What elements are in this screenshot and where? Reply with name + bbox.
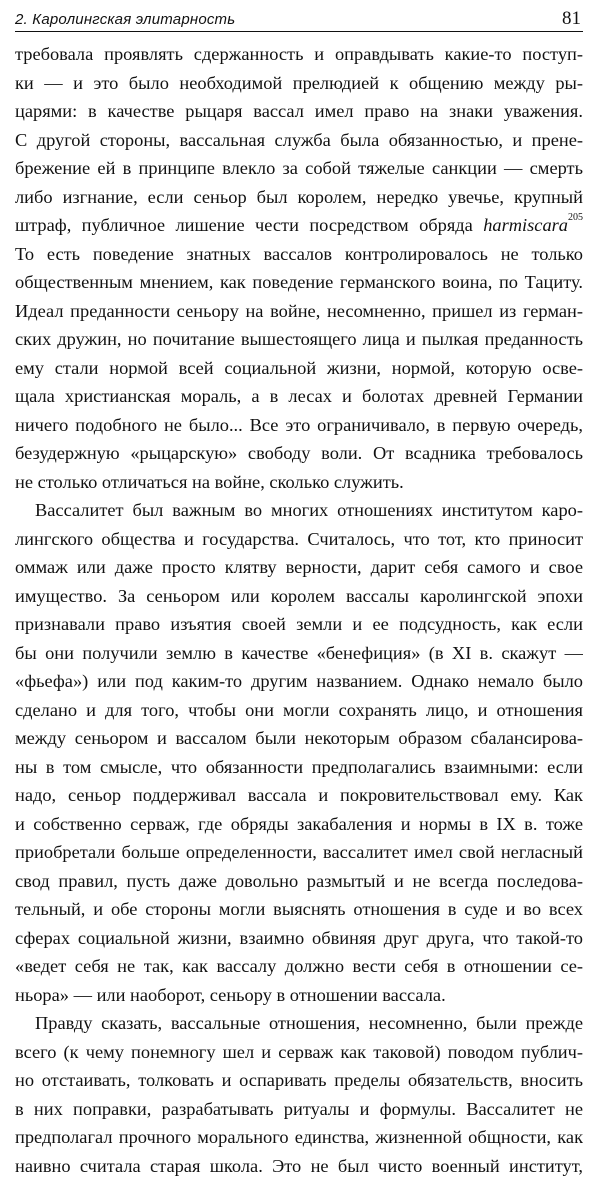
page-number: 81: [562, 8, 581, 30]
footnote-reference[interactable]: 205: [568, 212, 583, 223]
text-line: ему стали нормой всей социальной жизни, нормой, которую осве-: [15, 354, 583, 383]
italic-term: harmiscara: [483, 215, 568, 235]
page-body: [15, 40, 583, 1180]
text-line: в них поправки, разрабатывать ритуалы и формулы. Вассалитет не: [15, 1095, 583, 1124]
text-line: признавали право изъятия своей земли и ее подсудность, как если: [15, 610, 583, 639]
text-line: С другой стороны, вассальная служба была обязанностью, и прене-: [15, 126, 583, 155]
text-line: имущество. За сеньором или королем вассалы каролингской эпохи: [15, 582, 583, 611]
text-line: безудержную «рыцарскую» свободу воли. От всадника требовалось: [15, 439, 583, 468]
text-line: наивно считала старая школа. Это не был чисто военный институт,: [15, 1152, 583, 1180]
text-line: сферах социальной жизни, взаимно обвиняя друг друга, что такой-то: [15, 924, 583, 953]
text-line: царями: в качестве рыцаря вассал имел право на знаки уважения.: [15, 97, 583, 126]
text-line: но отстаивать, толковать и оспаривать пределы обязательств, вносить: [15, 1066, 583, 1095]
running-header: [15, 8, 583, 32]
text-line: бы они получили землю в качестве «бенефиция» (в XI в. скажут —: [15, 639, 583, 668]
text-line: требовала проявлять сдержанность и оправдывать какие-то поступ-: [15, 40, 583, 69]
text-line: брежение ей в принципе влекло за собой тяжелые санкции — смерть: [15, 154, 583, 183]
text-line: предполагал прочного морального единства, жизненной общности, как: [15, 1123, 583, 1152]
text-line: ничего подобного не было... Все это ограничивало, в первую очередь,: [15, 411, 583, 440]
text-line: тельный, и обе стороны могли выяснять отношения в суде и во всех: [15, 895, 583, 924]
text-line: Идеал преданности сеньору на войне, несомненно, пришел из герман-: [15, 297, 583, 326]
text-line: ньора» — или наоборот, сеньору в отношении вассала.: [15, 981, 583, 1010]
text-line: лингского общества и государства. Считалось, что тот, кто приносит: [15, 525, 583, 554]
text-line: ки — и это было необходимой прелюдией к общению между ры-: [15, 69, 583, 98]
text-line: не столько отличаться на войне, сколько служить.: [15, 468, 583, 497]
text-line: общественным мнением, как поведение германского воина, по Тациту.: [15, 268, 583, 297]
text-line: ских дружин, но почитание вышестоящего лица и пылкая преданность: [15, 325, 583, 354]
text-line: надо, сеньор поддерживал вассала и покровительствовал ему. Как: [15, 781, 583, 810]
text-line: Вассалитет был важным во многих отношениях институтом каро-: [15, 496, 583, 525]
text-line: оммаж или даже просто клятву верности, дарит себя самого и свое: [15, 553, 583, 582]
text-line: и собственно серваж, где обряды закабаления и нормы в IX в. тоже: [15, 810, 583, 839]
text-fragment: штраф, публичное лишение чести посредством обряда: [15, 215, 483, 235]
text-line: либо изгнание, если сеньор был королем, нередко увечье, крупный: [15, 183, 583, 212]
text-line: свод правил, пусть даже довольно размытый и не всегда последова-: [15, 867, 583, 896]
text-line-with-term: [15, 211, 583, 240]
text-line: приобретали больше определенности, вассалитет имел свой негласный: [15, 838, 583, 867]
text-line: щала христианская мораль, а в лесах и болотах древней Германии: [15, 382, 583, 411]
text-line: То есть поведение знатных вассалов контролировалось не только: [15, 240, 583, 269]
text-line: «фьефа») или под каким-то другим названием. Однако немало было: [15, 667, 583, 696]
text-line: между сеньором и вассалом были некоторым образом сбалансирова-: [15, 724, 583, 753]
text-line: Правду сказать, вассальные отношения, несомненно, были прежде: [15, 1009, 583, 1038]
text-line: сделано и для того, чтобы они могли сохранять лицо, и отношения: [15, 696, 583, 725]
text-line: всего (к чему понемногу шел и серваж как таковой) поводом публич-: [15, 1038, 583, 1067]
chapter-title: 2. Каролингская элитарность: [15, 11, 235, 28]
text-line: ны в том смысле, что обязанности предполагались взаимными: если: [15, 753, 583, 782]
text-line: «ведет себя не так, как вассалу должно вести себя в отношении се-: [15, 952, 583, 981]
